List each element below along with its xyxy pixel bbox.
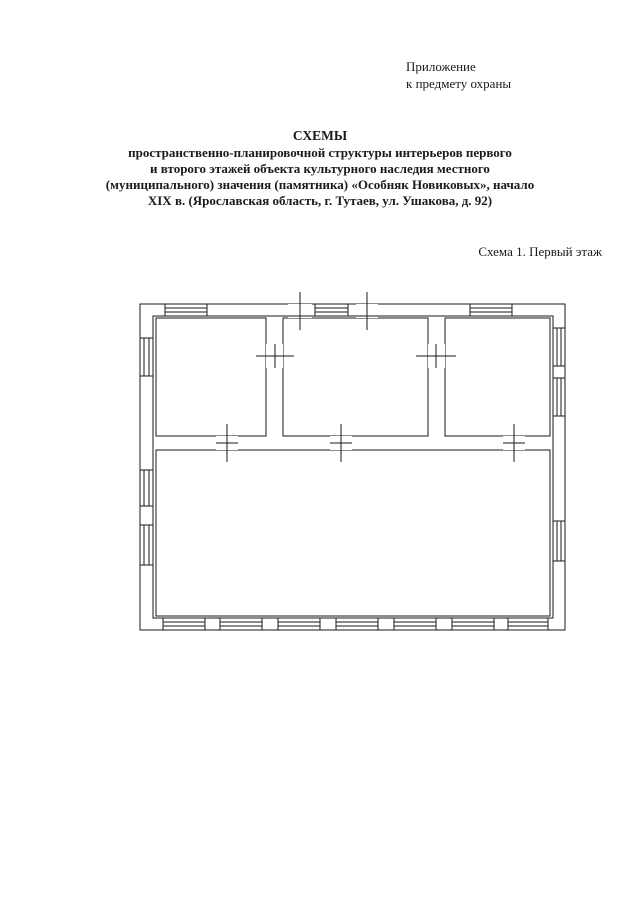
room-1-outline xyxy=(156,318,266,436)
scheme-label: Схема 1. Первый этаж xyxy=(478,244,602,259)
windows-bottom xyxy=(163,618,548,630)
room-3-outline xyxy=(445,318,550,436)
title-line-1: пространственно-планировочной структуры интерьеров первого xyxy=(128,145,512,160)
title-line-2: и второго этажей объекта культурного наследия местного xyxy=(150,161,490,176)
appendix-line-1: Приложение xyxy=(406,59,476,74)
outer-wall-inner-edge xyxy=(153,316,553,618)
appendix-line-2: к предмету охраны xyxy=(406,76,512,91)
room-2-outline xyxy=(283,318,428,436)
title-line-4: XIX в. (Ярославская область, г. Тутаев, ул. Ушакова, д. 92) xyxy=(147,193,493,208)
hall-outline xyxy=(156,450,550,616)
title-line-3: (муниципального) значения (памятника) «Особняк Новиковых», начало xyxy=(105,177,535,192)
outer-wall-outer-edge xyxy=(140,304,565,630)
title-heading: СХЕМЫ xyxy=(292,128,348,143)
windows-left xyxy=(140,338,153,565)
windows-top xyxy=(165,304,512,316)
windows-right xyxy=(553,328,565,561)
